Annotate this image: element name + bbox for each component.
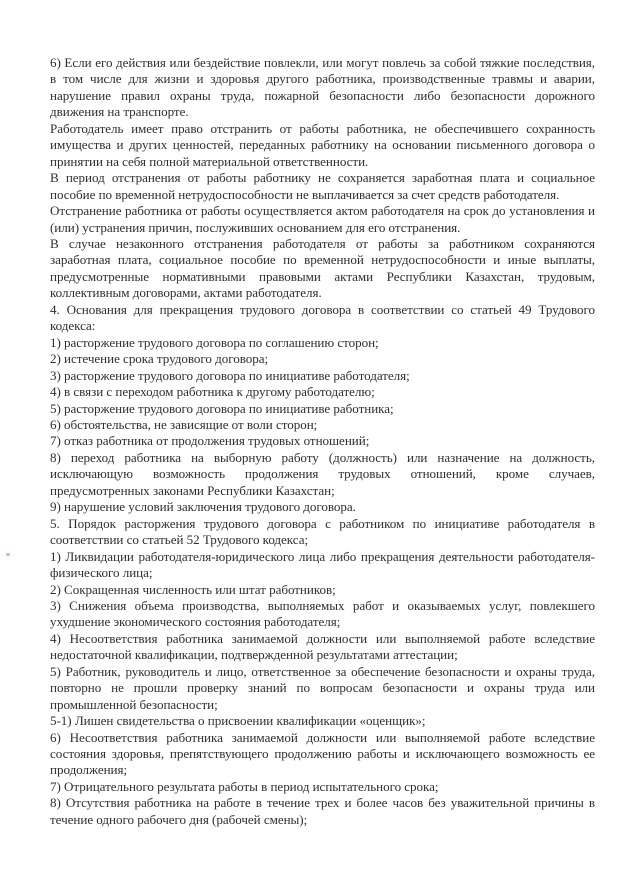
section-5-heading: 5. Порядок расторжения трудового договора с работником по инициативе работодателя в соответствии со статьей 52 Трудового кодекса; [50, 515, 595, 548]
list-item: 7) Отрицательного результата работы в период испытательного срока; [50, 778, 439, 794]
list-item: 3) расторжение трудового договора по инициативе работодателя; [50, 367, 410, 383]
list-item: 5) расторжение трудового договора по инициативе работника; [50, 400, 394, 416]
list-item: 3) Снижения объема производства, выполняемых работ и оказываемых услуг, повлекшего ухудшение экономического состояния работодателя; [50, 597, 595, 630]
list-item: 2) Сокращенная численность или штат работников; [50, 581, 336, 597]
list-item: 1) Ликвидации работодателя-юридического лица либо прекращения деятельности работодателя-физического лица; [50, 548, 595, 581]
paragraph-suspension-grounds-6: 6) Если его действия или бездействие повлекли, или могут повлечь за собой тяжкие последствия, в том числе для жизни и здоровья другого работника, производственные травмы и аварии, нарушение правил охраны труда, пожарной безопасности либо безопасности дорожного движения на транспорте. [50, 55, 595, 120]
list-item: 9) нарушение условий заключения трудового договора. [50, 499, 356, 515]
scan-artifact-mark [6, 553, 10, 556]
list-item: 6) Несоответствия работника занимаемой должности или выполняемой работе вследствие состояния здоровья, препятствующего продолжению работы и исключающего возможность ее продолжения; [50, 729, 595, 778]
list-item: 5) Работник, руководитель и лицо, ответственное за обеспечение безопасности и охраны труда, повторно не прошли проверку знаний по вопросам безопасности и охраны труда или промышленной безопасности; [50, 663, 595, 712]
list-item: 7) отказ работника от продолжения трудовых отношений; [50, 433, 370, 449]
list-item: 5-1) Лишен свидетельства о присвоении квалификации «оценщик»; [50, 713, 426, 729]
paragraph-suspension-property: Работодатель имеет право отстранить от работы работника, не обеспечившего сохранность имущества и других ценностей, переданных работнику на основании письменного договора о принятии на себя полной материальной ответственности. [50, 120, 595, 169]
list-item: 4) в связи с переходом работника к другому работодателю; [50, 384, 375, 400]
paragraph-suspension-act: Отстранение работника от работы осуществляется актом работодателя на срок до установления и (или) устранения причин, послуживших основанием для его отстранения. [50, 203, 595, 235]
list-item: 4) Несоответствия работника занимаемой должности или выполняемой работе вследствие недостаточной квалификации, подтвержденной результатами аттестации; [50, 630, 595, 663]
list-item: 2) истечение срока трудового договора; [50, 351, 269, 367]
list-item: 6) обстоятельства, не зависящие от воли сторон; [50, 416, 318, 432]
list-item: 1) расторжение трудового договора по соглашению сторон; [50, 334, 379, 350]
section-4-heading: 4. Основания для прекращения трудового договора в соответствии со статьей 49 Трудового кодекса: [50, 301, 595, 334]
list-item: 8) Отсутствия работника на работе в течение трех и более часов без уважительной причины в течение одного рабочего дня (рабочей смены); [50, 795, 595, 827]
paragraph-unlawful-suspension: В случае незаконного отстранения работодателя от работы за работником сохраняются заработная плата, социальное пособие по временной нетрудоспособности и иные выплаты, предусмотренные нормативными правовыми актами Республики Казахстан, трудовым, коллективным договорами, актами работодателя. [50, 235, 595, 301]
paragraph-suspension-pay: В период отстранения от работы работнику не сохраняется заработная плата и социальное пособие по временной нетрудоспособности не выплачивается за счет средств работодателя. [50, 170, 595, 202]
document-page [50, 55, 595, 828]
list-item: 8) переход работника на выборную работу (должность) или назначение на должность, исключающую возможность продолжения трудовых отношений, кроме случаев, предусмотренных законами Республики Казахстан; [50, 449, 595, 498]
